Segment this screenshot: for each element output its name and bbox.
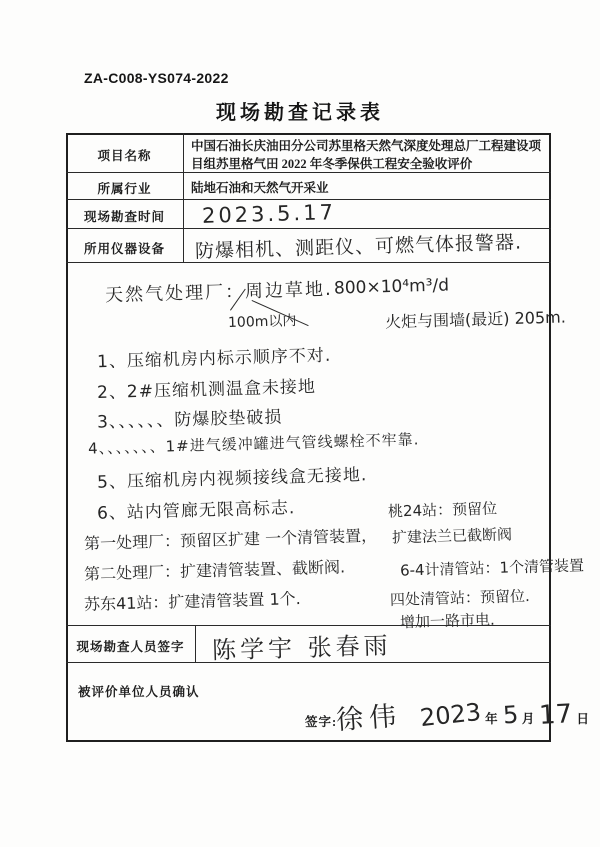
note-line: 800×10⁴m³/d — [333, 275, 450, 299]
table-rule — [66, 199, 551, 200]
note-line: 苏东41站：扩建清管装置 1个. — [83, 588, 301, 615]
field-label-project-name: 项目名称 — [97, 149, 152, 163]
document-code: ZA-C008-YS074-2022 — [84, 70, 229, 86]
note-line: 天然气处理厂：周边草地. — [104, 278, 334, 307]
table-rule — [195, 625, 196, 662]
handwritten-surveyor-signatures: 陈学宇 张春雨 — [211, 631, 393, 665]
note-line: 5、压缩机房内视频接线盒无接地. — [96, 465, 368, 493]
note-line: 增加一路市电. — [399, 610, 496, 632]
note-line: 桃24站：预留位 — [387, 499, 498, 521]
date-day-unit: 日 — [576, 712, 590, 726]
note-line: 四处清管站：预留位. — [389, 587, 531, 609]
note-line: 4、、、、、、、1#进气缓冲罐进气管线螺栓不牢靠. — [87, 430, 420, 458]
note-line: 3、、、、、、防爆胶垫破损 — [96, 407, 283, 433]
confirmation-date — [418, 697, 590, 733]
field-label-instruments: 所用仪器设备 — [83, 242, 165, 256]
handwritten-date-day: 17 — [538, 699, 574, 731]
note-line: 扩建法兰已截断阀 — [391, 525, 513, 547]
note-line: 6、站内管廊无限高标志. — [96, 498, 296, 524]
sign-label: 签字: — [305, 715, 338, 729]
handwritten-confirmation-signature: 徐伟 — [335, 700, 404, 737]
field-label-confirmation: 被评价单位人员确认 — [78, 685, 200, 699]
table-rule — [183, 133, 184, 262]
field-label-surveyor-signature: 现场勘查人员签字 — [76, 640, 185, 654]
field-label-industry: 所属行业 — [97, 182, 152, 196]
note-line: 1、压缩机房内标示顺序不对. — [96, 345, 332, 373]
field-value-industry: 陆地石油和天然气开采业 — [191, 181, 329, 195]
field-value-project-name: 中国石油长庆油田分公司苏里格天然气深度处理总厂工程建设项目组苏里格气田 2022 年冬季保供工程安全验收评价 — [191, 139, 542, 171]
date-month-unit: 月 — [521, 712, 536, 726]
handwritten-survey-time: 2023.5.17 — [201, 200, 337, 228]
table-rule — [66, 262, 551, 263]
note-line: 火炬与围墙(最近) 205m. — [384, 307, 567, 332]
note-line: 第二处理厂：扩建清管装置、截断阀. — [83, 557, 346, 584]
handwritten-date-month: 5 — [501, 700, 519, 730]
note-line: 2、2#压缩机测温盒未接地 — [96, 376, 317, 404]
note-line: 100m以内 — [227, 313, 297, 331]
note-line: 6-4计清管站：1个清管装置 — [399, 556, 585, 580]
field-label-survey-time: 现场勘查时间 — [83, 210, 165, 224]
page-title: 现场勘查记录表 — [216, 102, 384, 124]
handwritten-instruments: 防爆相机、测距仪、可燃气体报警器. — [194, 231, 523, 263]
handwritten-date-year: 2023 — [418, 697, 483, 733]
date-year-unit: 年 — [485, 712, 499, 726]
note-line: 第一处理厂：预留区扩建 一个清管装置， — [83, 525, 378, 554]
